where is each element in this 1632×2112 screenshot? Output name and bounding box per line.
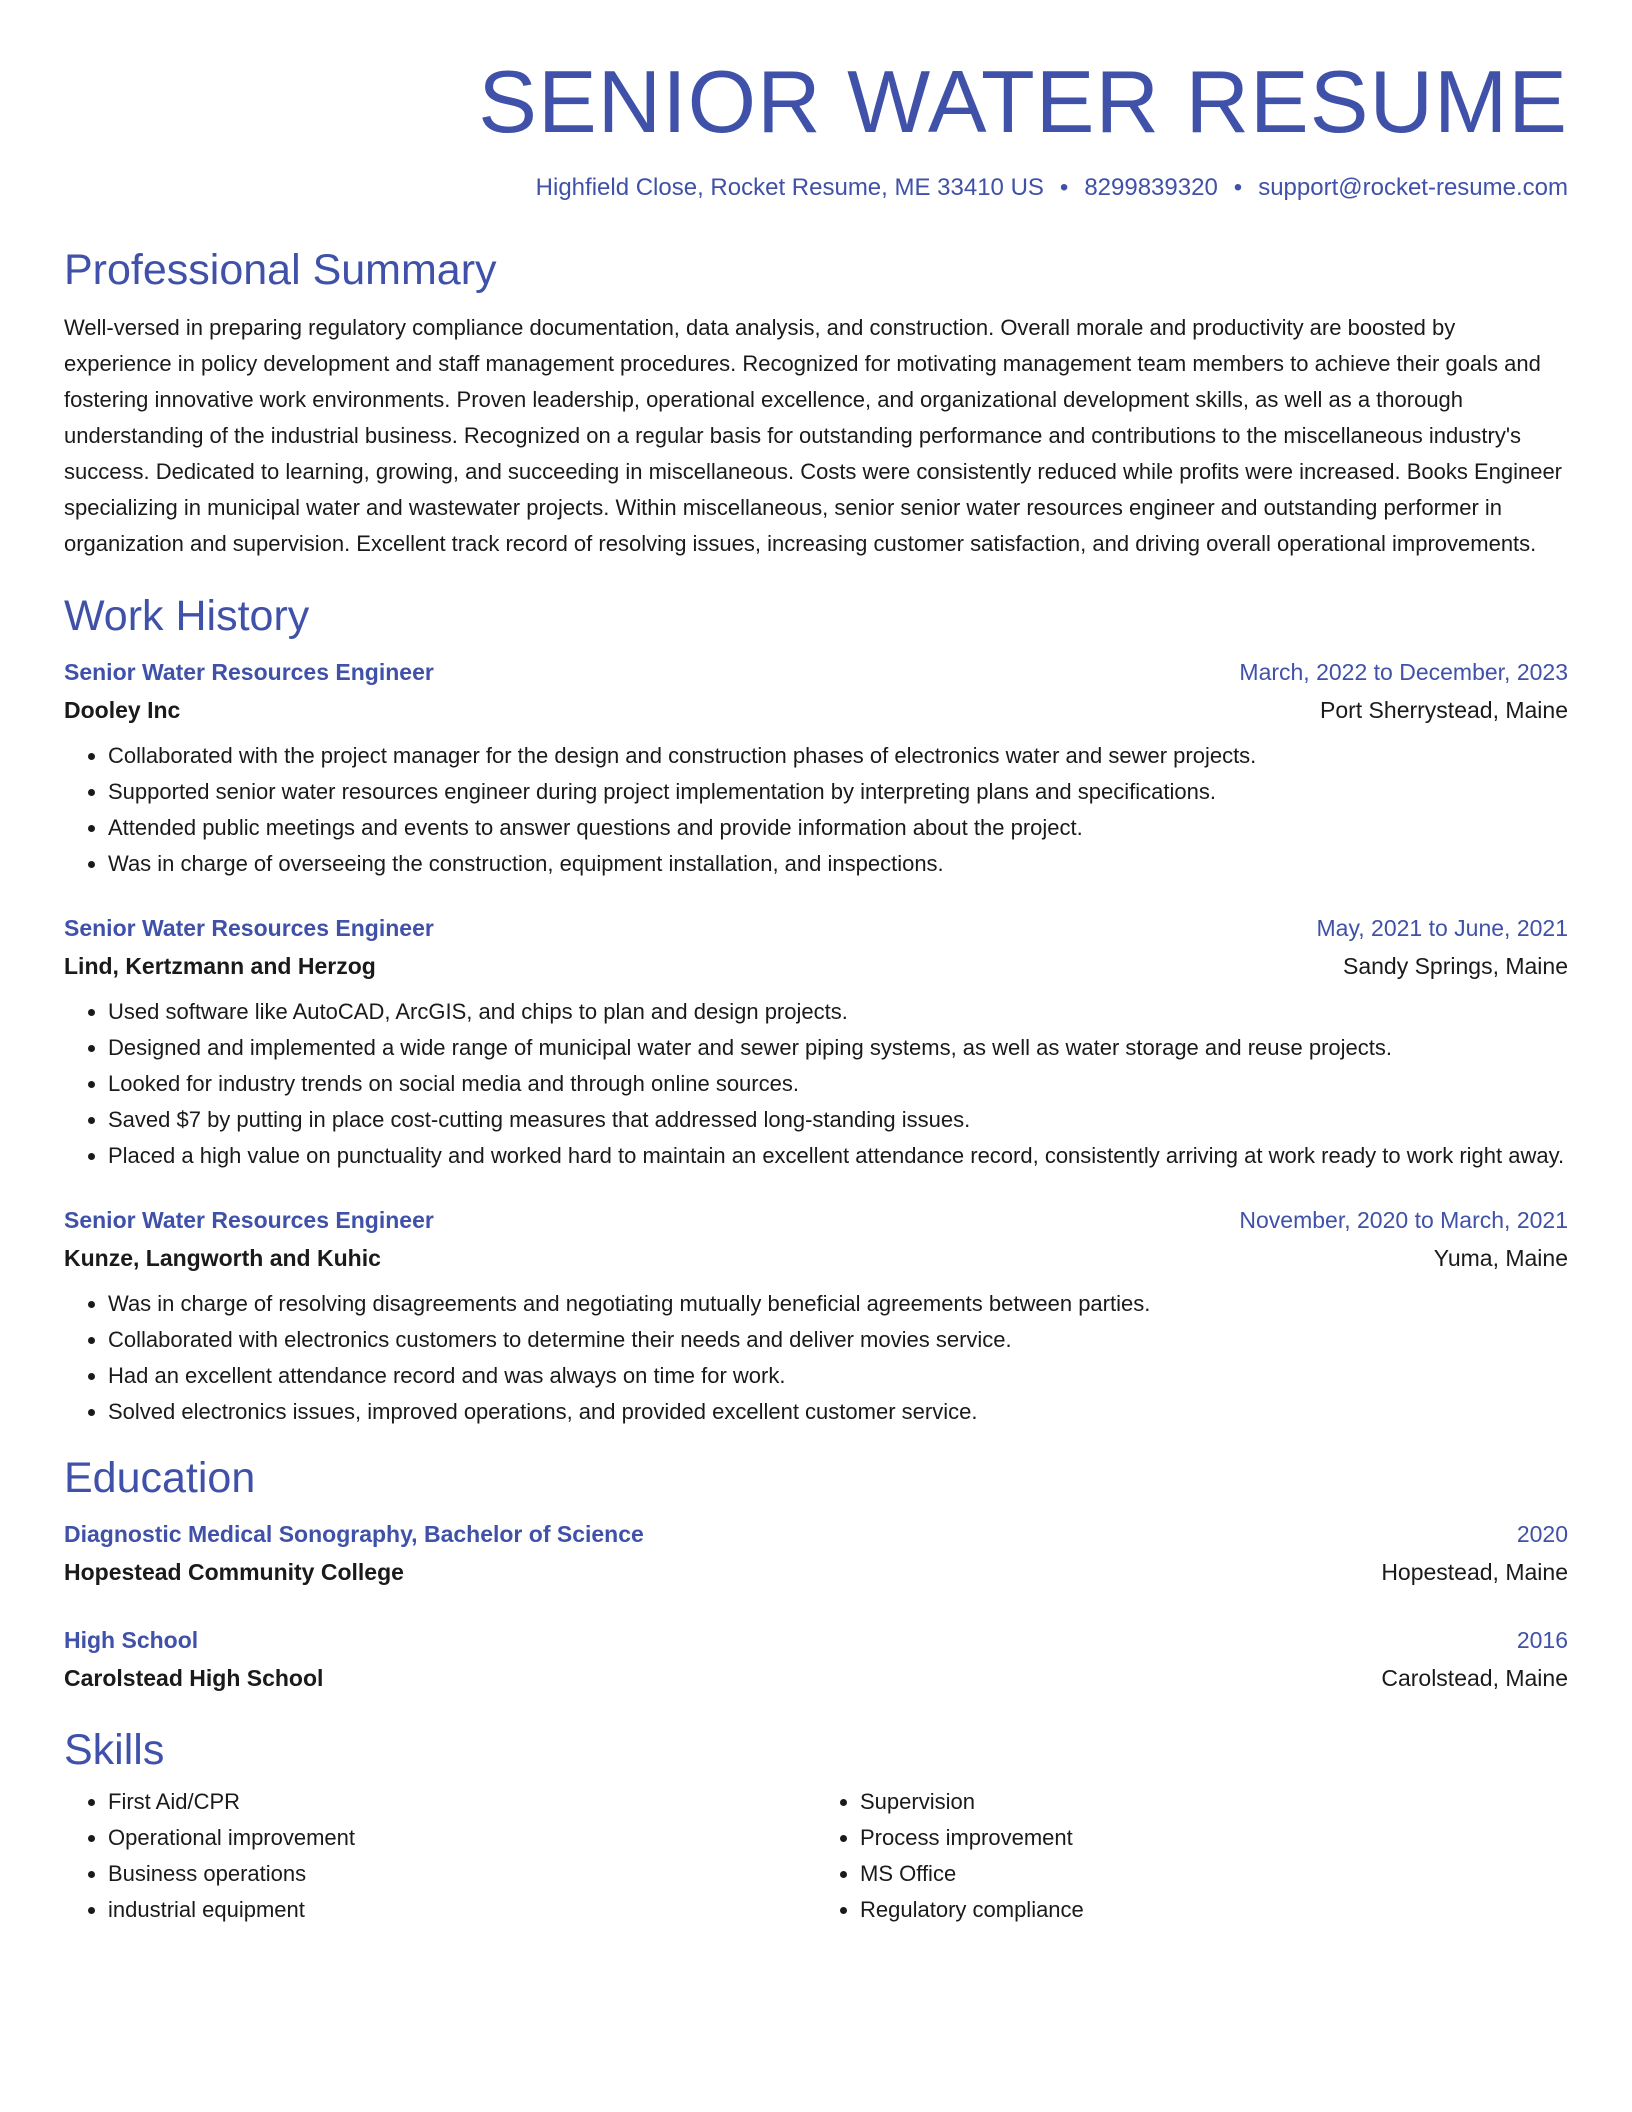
- skill-item: • Process improvement: [860, 1820, 1568, 1856]
- job-dates: May, 2021 to June, 2021: [1316, 915, 1568, 941]
- job-bullet: • Saved $7 by putting in place cost-cutting measures that addressed long-standing issues.: [108, 1102, 1568, 1138]
- job-role: Senior Water Resources Engineer: [64, 659, 434, 685]
- skill-item: • Supervision: [860, 1784, 1568, 1820]
- skill-item: • Regulatory compliance: [860, 1892, 1568, 1928]
- job-location: Yuma, Maine: [1433, 1245, 1568, 1271]
- address: Highfield Close, Rocket Resume, ME 33410 US: [535, 174, 1044, 201]
- job-dates: November, 2020 to March, 2021: [1239, 1207, 1568, 1233]
- job-role: Senior Water Resources Engineer: [64, 1207, 434, 1233]
- skills-heading: Skills: [64, 1726, 165, 1774]
- job-bullet: • Solved electronics issues, improved operations, and provided excellent customer service.: [108, 1394, 1568, 1430]
- education-school: Carolstead High School: [64, 1665, 324, 1691]
- education-heading: Education: [64, 1454, 256, 1502]
- education-location: Hopestead, Maine: [1381, 1559, 1568, 1585]
- job-bullet: • Looked for industry trends on social media and through online sources.: [108, 1066, 1568, 1102]
- education-school: Hopestead Community College: [64, 1559, 404, 1585]
- education-degree: High School: [64, 1627, 199, 1653]
- job-location: Sandy Springs, Maine: [1342, 953, 1568, 979]
- skill-item: • MS Office: [860, 1856, 1568, 1892]
- work-history-heading: Work History: [64, 592, 310, 640]
- contact-line: [64, 172, 1568, 204]
- job-bullet: • Collaborated with the project manager for the design and construction phases of electronics water and sewer projects.: [108, 738, 1568, 774]
- job-bullet: • Designed and implemented a wide range of municipal water and sewer piping systems, as well as water storage and reuse projects.: [108, 1030, 1568, 1066]
- job-bullet: • Used software like AutoCAD, ArcGIS, and chips to plan and design projects.: [108, 994, 1568, 1030]
- job-bullet: • Was in charge of overseeing the construction, equipment installation, and inspections.: [108, 846, 1568, 882]
- education-entry: [64, 1516, 1568, 1592]
- phone: 8299839320: [1084, 174, 1218, 201]
- summary-heading: Professional Summary: [64, 246, 497, 294]
- job-location: Port Sherrystead, Maine: [1319, 697, 1568, 723]
- job-entry: [64, 654, 1568, 882]
- skill-item: • industrial equipment: [108, 1892, 816, 1928]
- job-bullet: • Placed a high value on punctuality and worked hard to maintain an excellent attendance record, consistently arriving at work ready to work right away.: [108, 1138, 1568, 1174]
- education-year: 2020: [1516, 1521, 1568, 1547]
- education-entry: [64, 1622, 1568, 1698]
- job-role: Senior Water Resources Engineer: [64, 915, 434, 941]
- resume-name: SENIOR WATER RESUME: [478, 52, 1568, 151]
- skills-column-left: [64, 1784, 816, 1928]
- email: support@rocket-resume.com: [1258, 174, 1568, 201]
- skill-item: • Business operations: [108, 1856, 816, 1892]
- summary-text: Well-versed in preparing regulatory compliance documentation, data analysis, and construction. Overall morale and productivity are boosted by experience in policy development and staff management procedures. Recognized for motivating management team members to achieve their goals and fostering innovative work environments. Proven leadership, operational excellence, and organizational development skills, as well as a thorough understanding of the industrial business. Recognized on a regular basis for outstanding performance and contributions to the miscellaneous industry's success. Dedicated to learning, growing, and succeeding in miscellaneous. Costs were consistently reduced while profits were increased. Books Engineer specializing in municipal water and wastewater projects. Within miscellaneous, senior senior water resources engineer and outstanding performer in organization and supervision. Excellent track record of resolving issues, increasing customer satisfaction, and driving overall operational improvements.: [64, 315, 1563, 556]
- job-company: Lind, Kertzmann and Herzog: [64, 953, 376, 979]
- contact-separator: •: [1233, 174, 1243, 201]
- job-company: Dooley Inc: [64, 697, 181, 723]
- contact-separator: •: [1059, 174, 1069, 201]
- job-bullets: [64, 994, 1568, 1174]
- job-bullet: • Attended public meetings and events to answer questions and provide information about the project.: [108, 810, 1568, 846]
- skills-column-right: [816, 1784, 1568, 1928]
- job-bullet: • Supported senior water resources engineer during project implementation by interpreting plans and specifications.: [108, 774, 1568, 810]
- job-company: Kunze, Langworth and Kuhic: [64, 1245, 381, 1271]
- skill-item: • Operational improvement: [108, 1820, 816, 1856]
- job-bullet: • Had an excellent attendance record and was always on time for work.: [108, 1358, 1568, 1394]
- education-location: Carolstead, Maine: [1381, 1665, 1568, 1691]
- job-bullets: [64, 738, 1568, 882]
- job-dates: March, 2022 to December, 2023: [1239, 659, 1568, 685]
- job-bullet: • Collaborated with electronics customers to determine their needs and deliver movies service.: [108, 1322, 1568, 1358]
- job-bullets: [64, 1286, 1568, 1430]
- job-entry: [64, 1202, 1568, 1430]
- education-year: 2016: [1516, 1627, 1568, 1653]
- skill-item: • First Aid/CPR: [108, 1784, 816, 1820]
- skills-grid: [64, 1784, 1568, 1928]
- job-bullet: • Was in charge of resolving disagreements and negotiating mutually beneficial agreements between parties.: [108, 1286, 1568, 1322]
- job-entry: [64, 910, 1568, 1174]
- education-degree: Diagnostic Medical Sonography, Bachelor of Science: [64, 1521, 644, 1547]
